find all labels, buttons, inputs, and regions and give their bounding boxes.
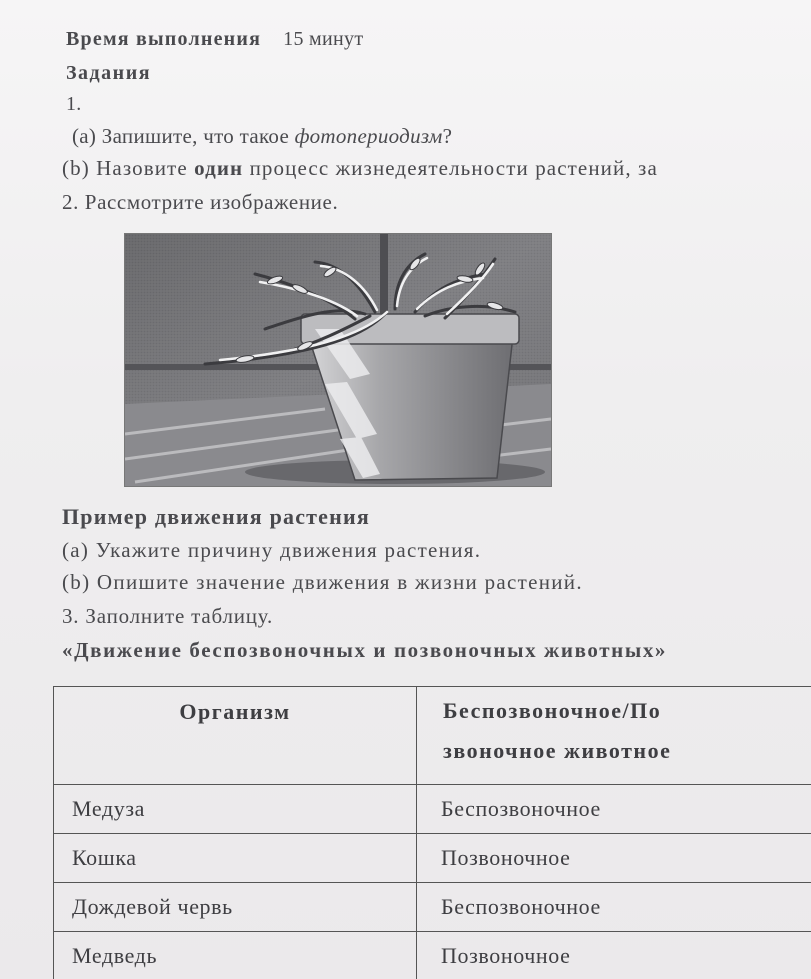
table-header-row: [54, 687, 811, 785]
task1-a-suffix: ?: [442, 124, 453, 148]
task1-a-prefix: (a) Запишите, что такое: [72, 124, 295, 148]
cell-type: Беспозвоночное: [417, 883, 811, 932]
cell-organism: Медуза: [54, 785, 417, 834]
header-organism: Организм: [54, 687, 417, 785]
cell-type: Позвоночное: [417, 932, 811, 979]
plant-pot-illustration: [125, 234, 551, 486]
cell-type: Позвоночное: [417, 834, 811, 883]
header-type-line1: Беспозвоночное/По: [443, 698, 662, 723]
task2-a: (a) Укажите причину движения растения.: [62, 538, 482, 562]
task1-number: 1.: [66, 93, 82, 115]
task1-a-term: фотопериодизм: [294, 124, 443, 148]
task1-b-prefix: (b) Назовите: [62, 156, 195, 180]
time-value: 15 минут: [283, 28, 364, 50]
cell-organism: Медведь: [54, 932, 417, 979]
table-row: [54, 883, 811, 932]
time-label: Время выполнения: [66, 28, 262, 50]
cell-organism: Кошка: [54, 834, 417, 883]
plant-photo: [124, 233, 552, 487]
cell-organism: Дождевой червь: [54, 883, 417, 932]
table-row: [54, 834, 811, 883]
task2-b: (b) Опишите значение движения в жизни растений.: [62, 570, 583, 594]
cell-type: Беспозвоночное: [417, 785, 811, 834]
figure-caption: Пример движения растения: [62, 504, 371, 529]
time-line: [66, 28, 363, 51]
table-row: [54, 785, 811, 834]
table-row: [54, 932, 811, 979]
task1-a: [72, 124, 452, 149]
table-title: «Движение беспозвоночных и позвоночных животных»: [62, 638, 668, 662]
tasks-title: Задания: [66, 62, 152, 84]
header-type-line2: звоночное животное: [443, 738, 672, 763]
animal-table: [53, 686, 811, 979]
task3-intro: 3. Заполните таблицу.: [62, 604, 274, 628]
header-type: [417, 687, 811, 785]
task1-b-suffix: процесс жизнедеятельности растений, за: [243, 156, 658, 180]
task2-intro: 2. Рассмотрите изображение.: [62, 190, 339, 214]
task1-b-bold: один: [194, 156, 244, 180]
task1-b: [62, 156, 658, 181]
